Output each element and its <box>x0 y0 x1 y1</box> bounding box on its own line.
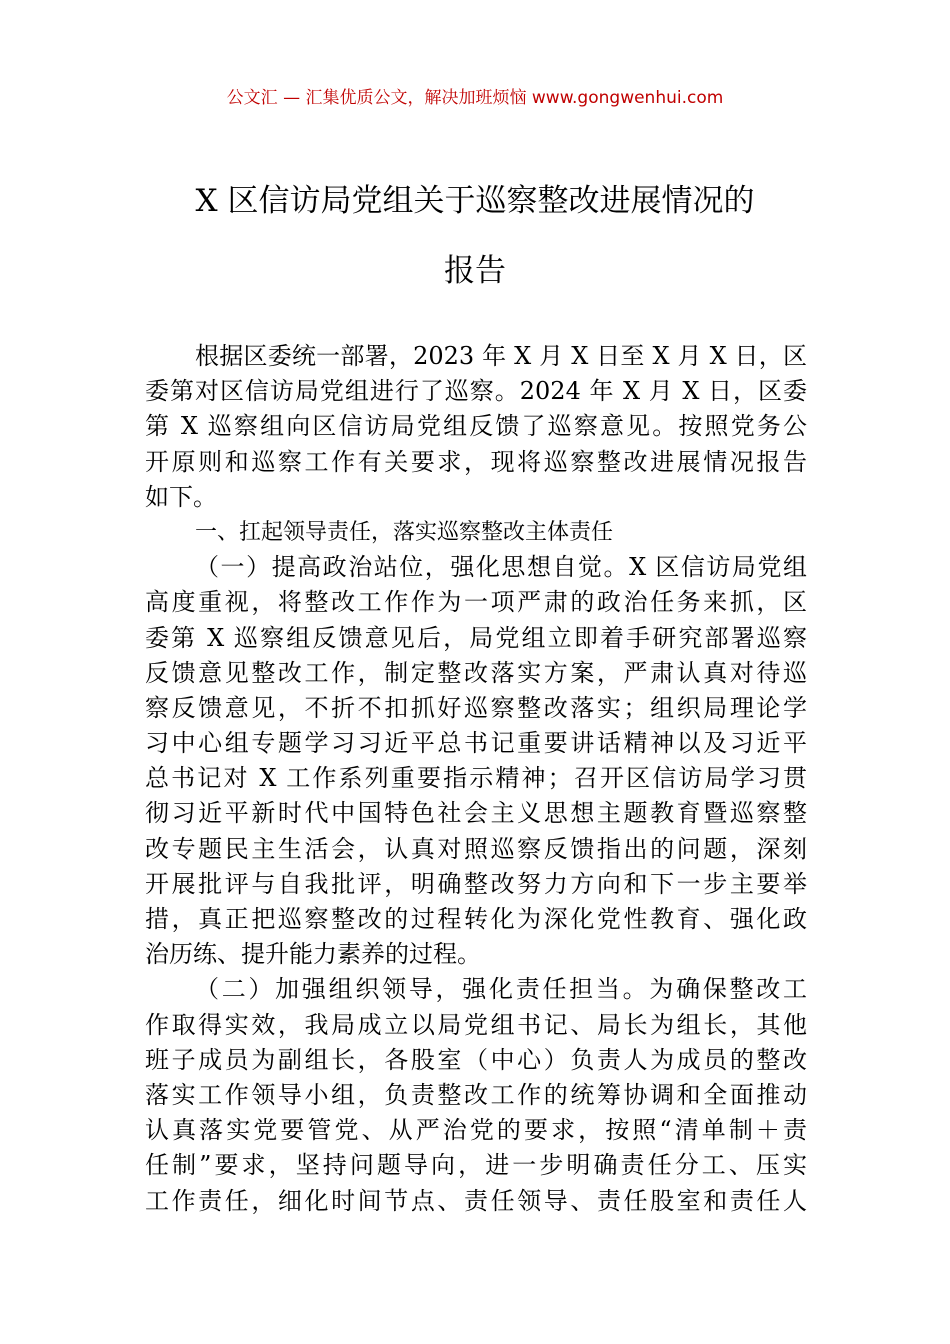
body-line: 习中心组专题学习习近平总书记重要讲话精神以及习近平 <box>145 729 807 758</box>
body-line: 第 X 巡察组向区信访局党组反馈了巡察意见。按照党务公 <box>145 412 807 441</box>
document-body <box>145 339 807 1219</box>
body-line: 委第 X 巡察组反馈意见后，局党组立即着手研究部署巡察 <box>145 623 807 652</box>
watermark-header: 公文汇 — 汇集优质公文，解决加班烦恼 www.gongwenhui.com <box>226 88 724 108</box>
body-line: 工作责任，细化时间节点、责任领导、责任股室和责任人 <box>145 1186 807 1215</box>
body-line: 开原则和巡察工作有关要求，现将巡察整改进展情况报告 <box>145 447 807 476</box>
body-line: 反馈意见整改工作，制定整改落实方案，严肃认真对待巡 <box>145 658 807 687</box>
body-line: 作取得实效，我局成立以局党组书记、局长为组长，其他 <box>145 1010 807 1039</box>
body-line: 改专题民主生活会，认真对照巡察反馈指出的问题，深刻 <box>145 834 807 863</box>
body-line: 落实工作领导小组，负责整改工作的统筹协调和全面推动 <box>145 1080 807 1109</box>
document-title-line-1: X 区信访局党组关于巡察整改进展情况的 <box>195 183 755 219</box>
body-line: 开展批评与自我批评，明确整改努力方向和下一步主要举 <box>145 869 807 898</box>
body-line: 任制”要求，坚持问题导向，进一步明确责任分工、压实 <box>145 1151 807 1180</box>
body-line: 总书记对 X 工作系列重要指示精神；召开区信访局学习贯 <box>145 764 807 793</box>
subsection-heading-line: （二）加强组织领导，强化责任担当。为确保整改工 <box>195 975 807 1004</box>
body-line: 认真落实党要管党、从严治党的要求，按照“清单制＋责 <box>145 1116 807 1145</box>
body-line: 根据区委统一部署，2023 年 X 月 X 日至 X 月 X 日，区 <box>195 342 807 370</box>
body-line: 高度重视，将整改工作作为一项严肃的政治任务来抓，区 <box>145 588 807 617</box>
body-line: 治历练、提升能力素养的过程。 <box>145 940 481 969</box>
body-line: 班子成员为副组长，各股室（中心）负责人为成员的整改 <box>145 1045 807 1074</box>
body-line: 委第对区信访局党组进行了巡察。2024 年 X 月 X 日，区委 <box>145 377 807 406</box>
body-line: 如下。 <box>145 482 217 511</box>
subsection-heading-line: （一）提高政治站位，强化思想自觉。X 区信访局党组 <box>195 553 807 582</box>
body-line: 彻习近平新时代中国特色社会主义思想主题教育暨巡察整 <box>145 799 807 828</box>
section-heading: 一、扛起领导责任，落实巡察整改主体责任 <box>195 519 614 545</box>
body-line: 措，真正把巡察整改的过程转化为深化党性教育、强化政 <box>145 905 807 933</box>
body-line: 察反馈意见，不折不扣抓好巡察整改落实；组织局理论学 <box>145 693 807 722</box>
document-title-line-2: 报告 <box>444 253 506 289</box>
